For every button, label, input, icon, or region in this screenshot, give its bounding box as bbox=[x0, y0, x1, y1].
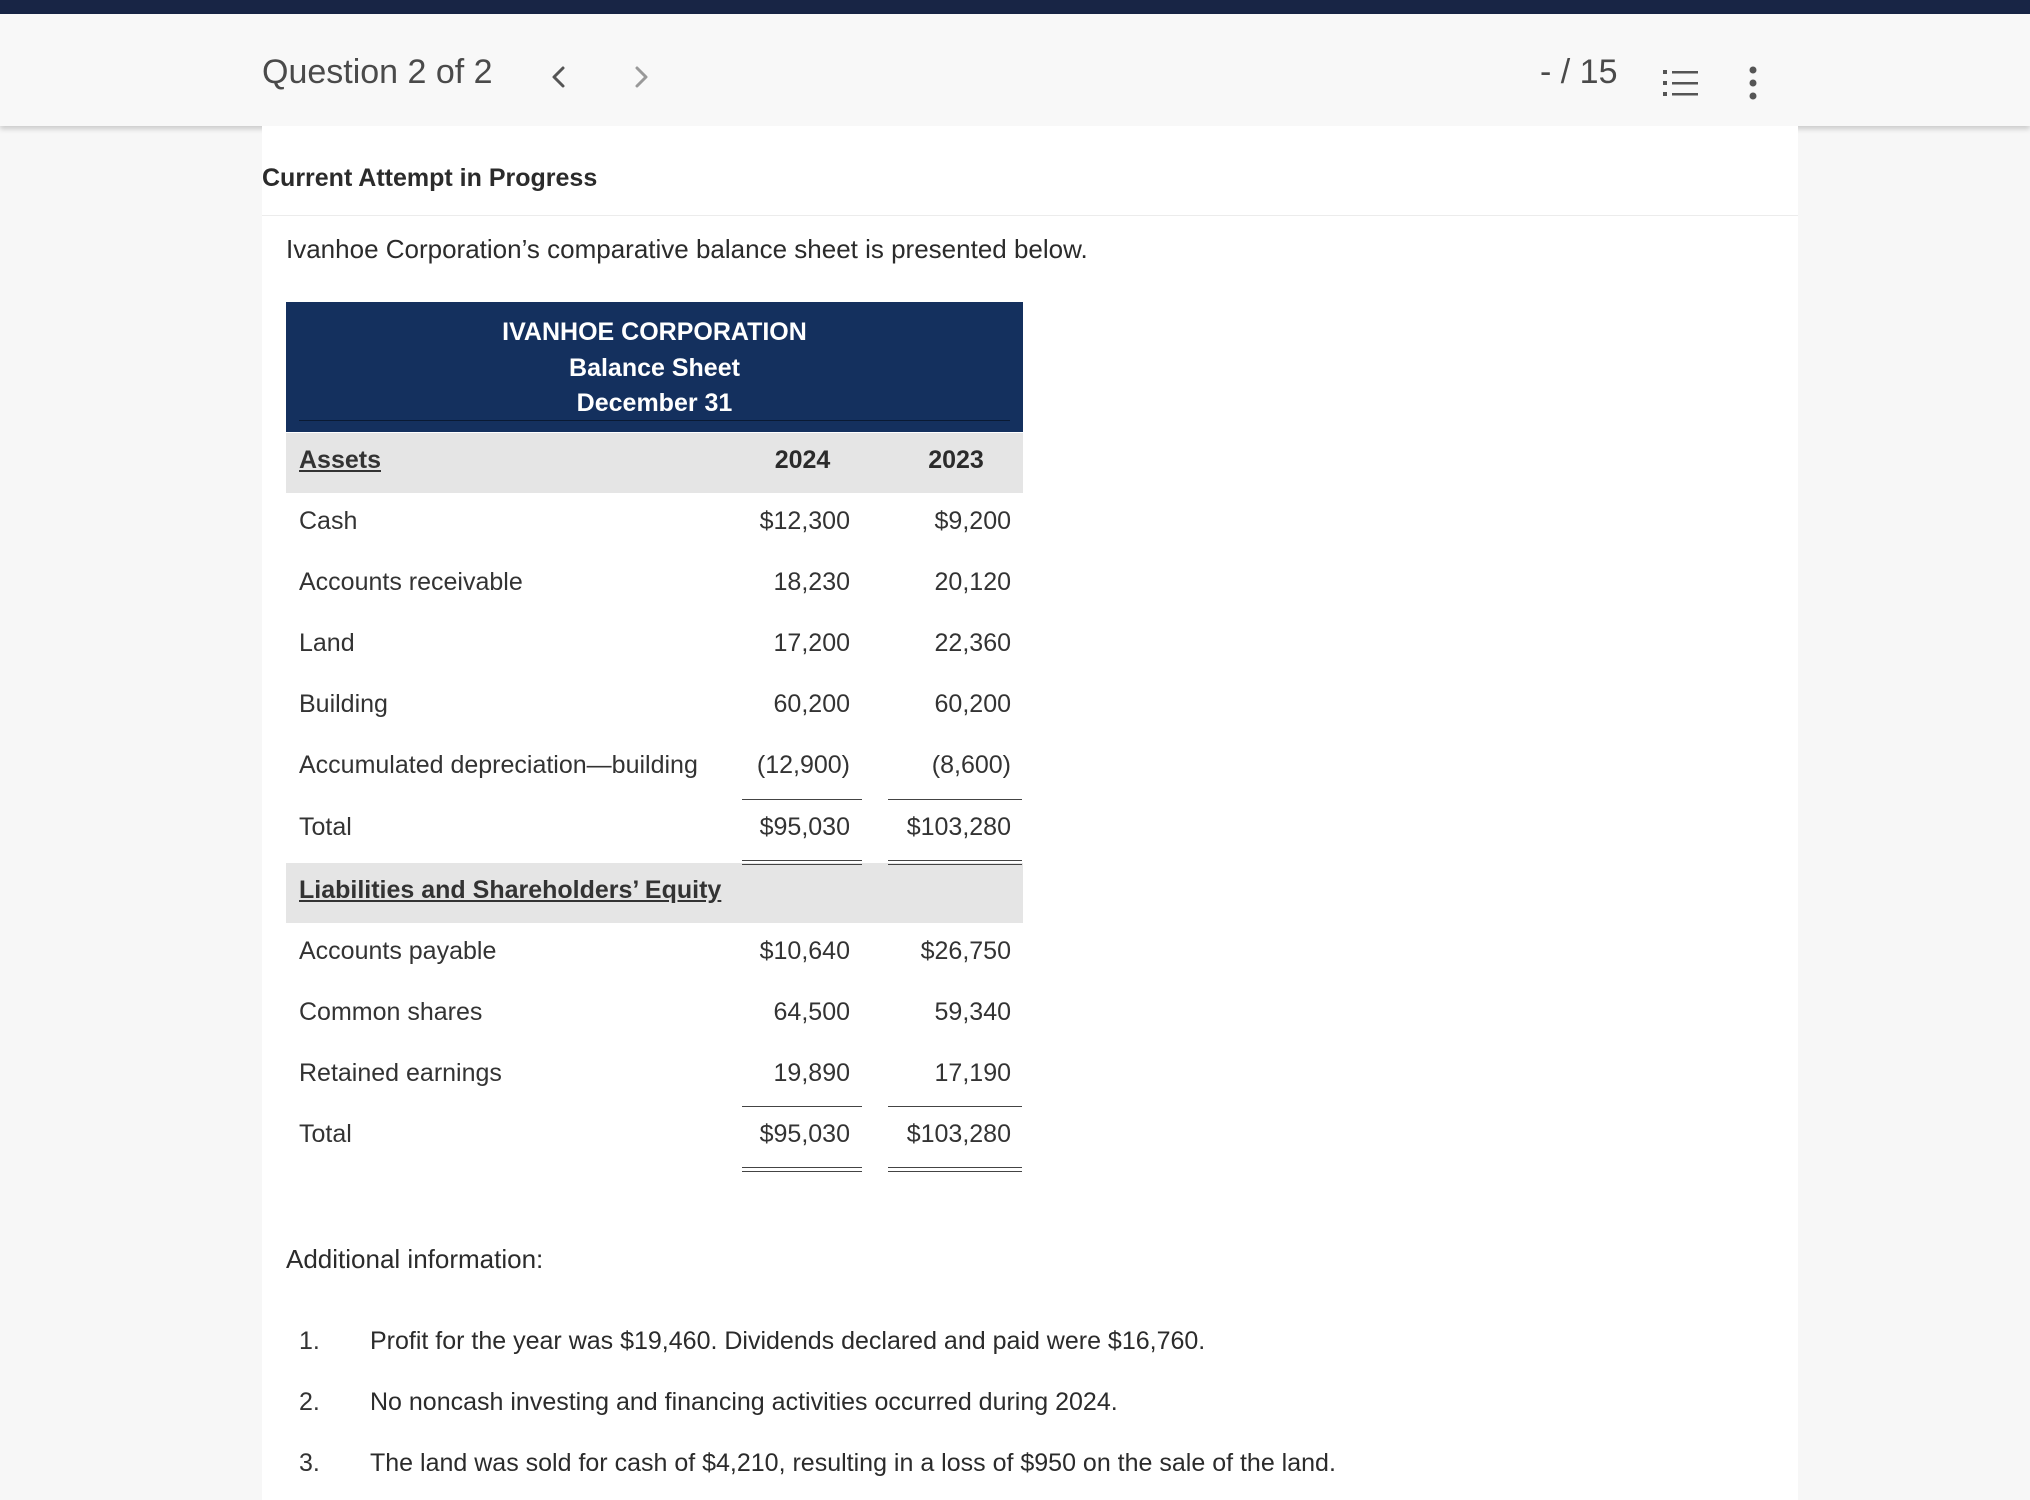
question-header bbox=[0, 14, 2030, 126]
value-2023: 59,340 bbox=[934, 998, 1011, 1026]
table-row bbox=[286, 924, 1023, 984]
divider bbox=[299, 420, 1010, 421]
table-row bbox=[286, 800, 1023, 860]
liabilities-heading: Liabilities and Shareholders’ Equity bbox=[299, 876, 722, 904]
total-double-rule bbox=[742, 1171, 862, 1172]
list-icon[interactable] bbox=[1663, 68, 1699, 98]
value-2023: $26,750 bbox=[920, 937, 1011, 965]
table-row bbox=[286, 677, 1023, 737]
row-label: Accumulated depreciation—building bbox=[299, 751, 698, 779]
total-double-rule bbox=[742, 860, 862, 861]
score-display: - / 15 bbox=[1540, 53, 1618, 91]
table-row bbox=[286, 494, 1023, 554]
row-label: Building bbox=[299, 690, 388, 718]
value-2024: 64,500 bbox=[773, 998, 850, 1026]
value-2024: 19,890 bbox=[773, 1059, 850, 1087]
column-2024-header: 2024 bbox=[774, 446, 831, 474]
additional-info-heading: Additional information: bbox=[286, 1244, 544, 1274]
table-row bbox=[286, 616, 1023, 676]
subtotal-rule bbox=[742, 1106, 862, 1107]
list-item: Profit for the year was $19,460. Dividends declared and paid were $16,760. bbox=[370, 1327, 1206, 1355]
question-intro: Ivanhoe Corporation’s comparative balance sheet is presented below. bbox=[286, 234, 1088, 264]
value-2024: $10,640 bbox=[759, 937, 850, 965]
total-double-rule bbox=[742, 1167, 862, 1168]
list-number: 2. bbox=[299, 1388, 320, 1416]
list-item: The land was sold for cash of $4,210, resulting in a loss of $950 on the sale of the land. bbox=[370, 1449, 1336, 1477]
row-label: Common shares bbox=[299, 998, 483, 1026]
chevron-left-icon[interactable] bbox=[546, 64, 572, 90]
table-row bbox=[286, 1046, 1023, 1106]
value-2024: $95,030 bbox=[759, 813, 850, 841]
assets-header-row bbox=[286, 433, 1023, 493]
list-item: No noncash investing and financing activities occurred during 2024. bbox=[370, 1388, 1118, 1416]
top-accent-bar bbox=[0, 0, 2030, 14]
question-counter: Question 2 of 2 bbox=[262, 53, 493, 91]
subtotal-rule bbox=[888, 799, 1022, 800]
list-number: 3. bbox=[299, 1449, 320, 1477]
subtotal-rule bbox=[888, 1106, 1022, 1107]
value-2024: 60,200 bbox=[773, 690, 850, 718]
value-2023: 60,200 bbox=[934, 690, 1011, 718]
value-2023: $103,280 bbox=[906, 1120, 1011, 1148]
subtotal-rule bbox=[742, 799, 862, 800]
column-2023-header: 2023 bbox=[928, 446, 984, 474]
value-2023: 17,190 bbox=[934, 1059, 1011, 1087]
chevron-right-icon[interactable] bbox=[628, 64, 654, 90]
row-label: Retained earnings bbox=[299, 1059, 502, 1087]
table-row bbox=[286, 985, 1023, 1045]
table-row bbox=[286, 738, 1023, 798]
row-label: Cash bbox=[299, 507, 358, 535]
row-label: Accounts payable bbox=[299, 937, 497, 965]
value-2023: (8,600) bbox=[931, 751, 1011, 779]
total-double-rule bbox=[888, 1171, 1022, 1172]
value-2024: $12,300 bbox=[759, 507, 850, 535]
value-2024: 18,230 bbox=[773, 568, 850, 596]
row-label: Land bbox=[299, 629, 355, 657]
value-2024: 17,200 bbox=[773, 629, 850, 657]
table-row bbox=[286, 555, 1023, 615]
statement-date: December 31 bbox=[576, 389, 733, 417]
more-vertical-icon[interactable] bbox=[1747, 66, 1759, 100]
row-label: Total bbox=[299, 1120, 352, 1148]
attempt-status: Current Attempt in Progress bbox=[262, 164, 598, 192]
statement-title: Balance Sheet bbox=[569, 354, 740, 382]
total-double-rule bbox=[742, 864, 862, 865]
table-row bbox=[286, 1107, 1023, 1167]
liabilities-header-row bbox=[286, 863, 1023, 923]
value-2023: $103,280 bbox=[906, 813, 1011, 841]
value-2024: $95,030 bbox=[759, 1120, 850, 1148]
assets-heading: Assets bbox=[299, 446, 381, 474]
total-double-rule bbox=[888, 860, 1022, 861]
total-double-rule bbox=[888, 1167, 1022, 1168]
row-label: Total bbox=[299, 813, 352, 841]
balance-sheet-header bbox=[286, 302, 1023, 432]
total-double-rule bbox=[888, 864, 1022, 865]
row-label: Accounts receivable bbox=[299, 568, 523, 596]
list-number: 1. bbox=[299, 1327, 320, 1355]
value-2023: 20,120 bbox=[934, 568, 1011, 596]
divider bbox=[262, 215, 1798, 216]
value-2023: 22,360 bbox=[934, 629, 1011, 657]
value-2023: $9,200 bbox=[934, 507, 1011, 535]
question-content bbox=[262, 126, 1798, 1500]
value-2024: (12,900) bbox=[756, 751, 850, 779]
company-name: IVANHOE CORPORATION bbox=[502, 318, 807, 346]
